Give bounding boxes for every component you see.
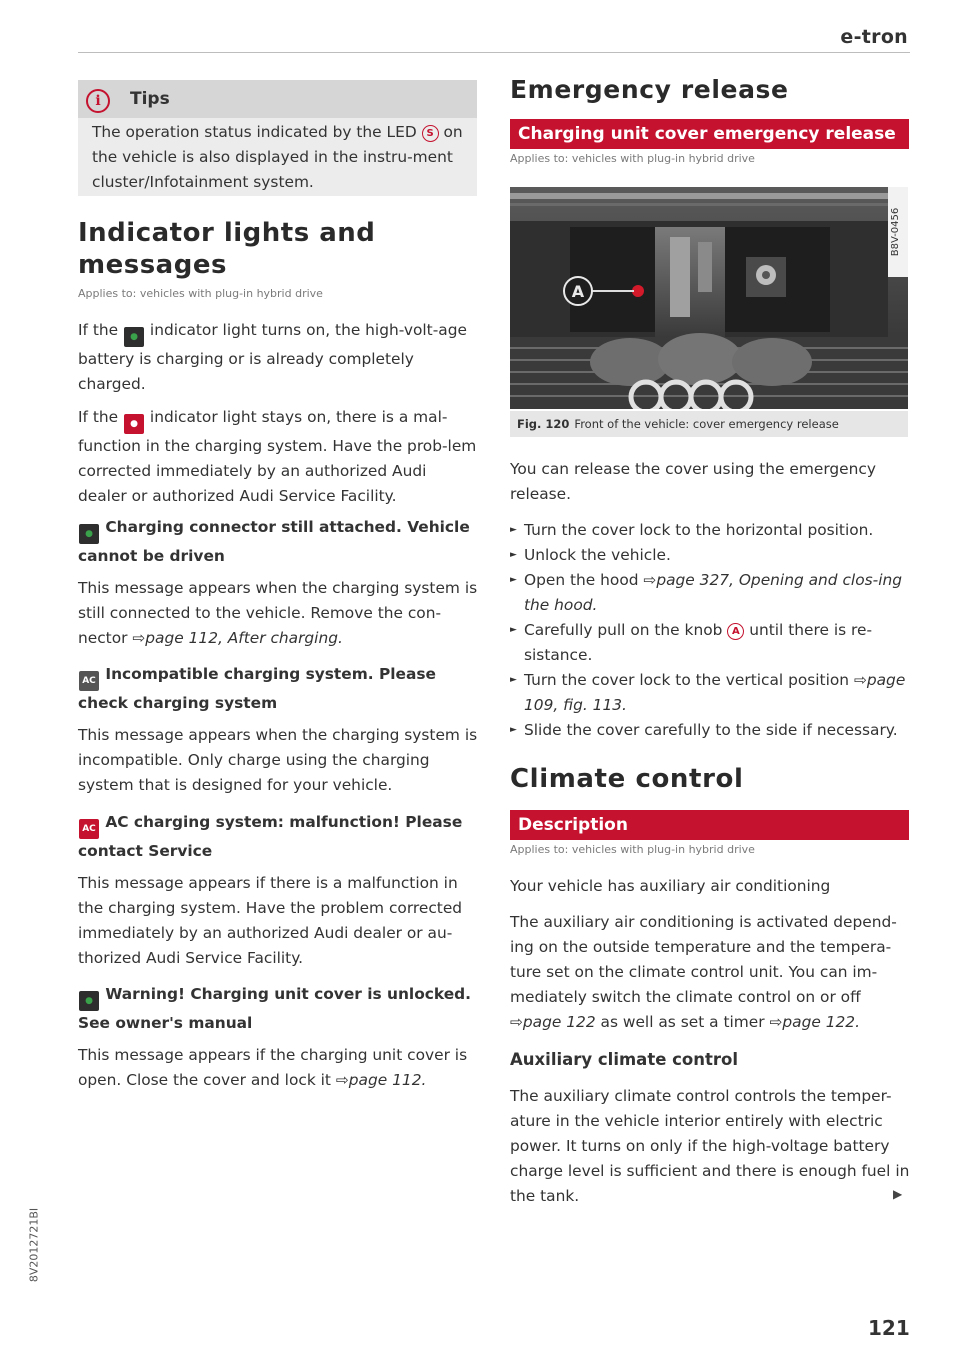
figure-code: B8V-0456 xyxy=(890,207,901,257)
text: Warning! Charging unit cover is unlocked. See owner's manual xyxy=(78,985,472,1032)
text: Open the hood xyxy=(524,571,639,589)
text: Turn the cover lock to the horizontal position. xyxy=(524,521,874,539)
text: Carefully pull on the knob xyxy=(524,621,723,639)
charging-indicator-icon: ● xyxy=(79,524,99,544)
message-text-4 xyxy=(78,1043,478,1093)
text: until there is re-sistance. xyxy=(524,621,873,664)
header-rule xyxy=(78,52,910,53)
figure-number: Fig. 120 xyxy=(517,417,570,431)
text: AC charging system: malfunction! Please contact Service xyxy=(78,813,463,860)
page-reference[interactable]: page 109, fig. 113. xyxy=(524,671,906,714)
text: Unlock the vehicle. xyxy=(524,546,671,564)
led-marker: S xyxy=(422,125,439,142)
text: Turn the cover lock to the vertical position xyxy=(524,671,850,689)
text: Charging connector still attached. Vehicle cannot be driven xyxy=(78,518,470,565)
arrow-ref-icon: ⇨ xyxy=(853,671,867,689)
message-text-3: This message appears if there is a malfunction in the charging system. Have the problem corrected immediately by an authorized Audi dealer or au-thorized Audi Service Facility. xyxy=(78,874,463,967)
section-title-indicator: Indicator lights and messages xyxy=(78,218,376,280)
knob-marker: A xyxy=(727,623,744,640)
page-reference[interactable]: page 122 xyxy=(522,1013,596,1031)
page-reference[interactable]: page 122. xyxy=(782,1013,860,1031)
ac-charging-icon: AC xyxy=(79,671,99,691)
vehicle-front-illustration xyxy=(510,187,908,409)
message-title-1 xyxy=(78,515,478,569)
arrow-ref-icon: ⇨ xyxy=(335,1071,349,1089)
info-icon: i xyxy=(86,89,110,113)
text: indicator light stays on, there is a mal-function in the charging system. Have the prob-lem corrected immediately by an authorized Audi dealer or authorized Audi Service Facility. xyxy=(78,408,477,505)
list-item xyxy=(510,718,910,743)
climate-para-3: The auxiliary climate control controls the temper-ature in the vehicle interior entirely with electric power. It turns on only if the high-voltage battery charge level is sufficient and there is enough fuel in the tank. xyxy=(510,1087,910,1205)
charging-indicator-icon: ● xyxy=(79,991,99,1011)
page-number: 121 xyxy=(868,1316,910,1340)
message-title-3 xyxy=(78,810,478,864)
emergency-intro: You can release the cover using the emergency release. xyxy=(510,460,876,503)
list-item xyxy=(510,543,910,568)
message-text-1 xyxy=(78,576,478,651)
page-reference[interactable]: page 112, After charging. xyxy=(145,629,343,647)
climate-para-2 xyxy=(510,910,910,1035)
text: The auxiliary air conditioning is activated depend-ing on the outside temperature and the tempera-ture set on the climate control unit. You can im-mediately switch the climate control on or off xyxy=(510,913,897,1006)
text: Slide the cover carefully to the side if necessary. xyxy=(524,721,898,739)
list-item xyxy=(510,518,910,543)
message-title-4 xyxy=(78,982,478,1036)
arrow-ref-icon: ⇨ xyxy=(643,571,657,589)
indicator-para-1 xyxy=(78,318,478,397)
text: If the xyxy=(78,408,119,426)
section-title-climate: Climate control xyxy=(510,764,744,794)
charging-indicator-icon: ● xyxy=(124,327,144,347)
side-code xyxy=(24,1180,44,1310)
message-title-2 xyxy=(78,662,478,716)
list-item xyxy=(510,568,910,618)
figure-caption xyxy=(510,411,908,437)
applies-note: Applies to: vehicles with plug-in hybrid drive xyxy=(510,152,755,165)
list-item xyxy=(510,668,910,718)
side-code-text: 8V2012721BI xyxy=(27,1207,41,1283)
subsection-bar-description: Description xyxy=(510,810,909,840)
subsection-bar-emergency: Charging unit cover emergency release xyxy=(510,119,909,149)
page-reference[interactable]: page 327, Opening and clos-ing the hood. xyxy=(524,571,902,614)
page-reference[interactable]: page 112. xyxy=(348,1071,427,1089)
tips-text-a: The operation status indicated by the LED xyxy=(92,123,417,141)
text: If the xyxy=(78,321,119,339)
continue-triangle-icon: ▶ xyxy=(893,1187,903,1201)
indicator-para-2 xyxy=(78,405,478,509)
ac-charging-malfunction-icon: AC xyxy=(79,819,99,839)
arrow-ref-icon: ⇨ xyxy=(510,1013,523,1031)
applies-note: Applies to: vehicles with plug-in hybrid drive xyxy=(78,287,323,300)
charging-malfunction-icon: ● xyxy=(124,414,144,434)
figure-marker-a: A xyxy=(571,282,585,301)
text: This message appears if the charging unit cover is open. Close the cover and lock it xyxy=(78,1046,468,1089)
text: as well as set a timer xyxy=(600,1013,765,1031)
arrow-ref-icon: ⇨ xyxy=(769,1013,783,1031)
text: Incompatible charging system. Please check charging system xyxy=(78,665,436,712)
tips-text xyxy=(92,120,470,195)
tips-title: Tips xyxy=(130,89,170,109)
emergency-steps xyxy=(510,518,910,743)
figure-caption-text: Front of the vehicle: cover emergency release xyxy=(574,417,839,431)
figure-vehicle-front xyxy=(510,187,908,409)
section-title-emergency: Emergency release xyxy=(510,75,789,104)
message-text-2: This message appears when the charging system is incompatible. Only charge using the charging system that is designed for your vehicle. xyxy=(78,726,478,794)
text: indicator light turns on, the high-volt-age battery is charging or is already completely charged. xyxy=(78,321,467,393)
arrow-ref-icon: ⇨ xyxy=(132,629,146,647)
climate-para-1: Your vehicle has auxiliary air conditioning xyxy=(510,877,831,895)
text: This message appears when the charging system is still connected to the vehicle. Remove the con-nector xyxy=(78,579,478,647)
subheading-auxiliary: Auxiliary climate control xyxy=(510,1050,739,1069)
list-item xyxy=(510,618,910,668)
tips-text-b: on the vehicle is also displayed in the instru-ment cluster/Infotainment system. xyxy=(92,123,463,191)
applies-note: Applies to: vehicles with plug-in hybrid drive xyxy=(510,843,755,856)
running-header: e-tron xyxy=(840,26,908,48)
